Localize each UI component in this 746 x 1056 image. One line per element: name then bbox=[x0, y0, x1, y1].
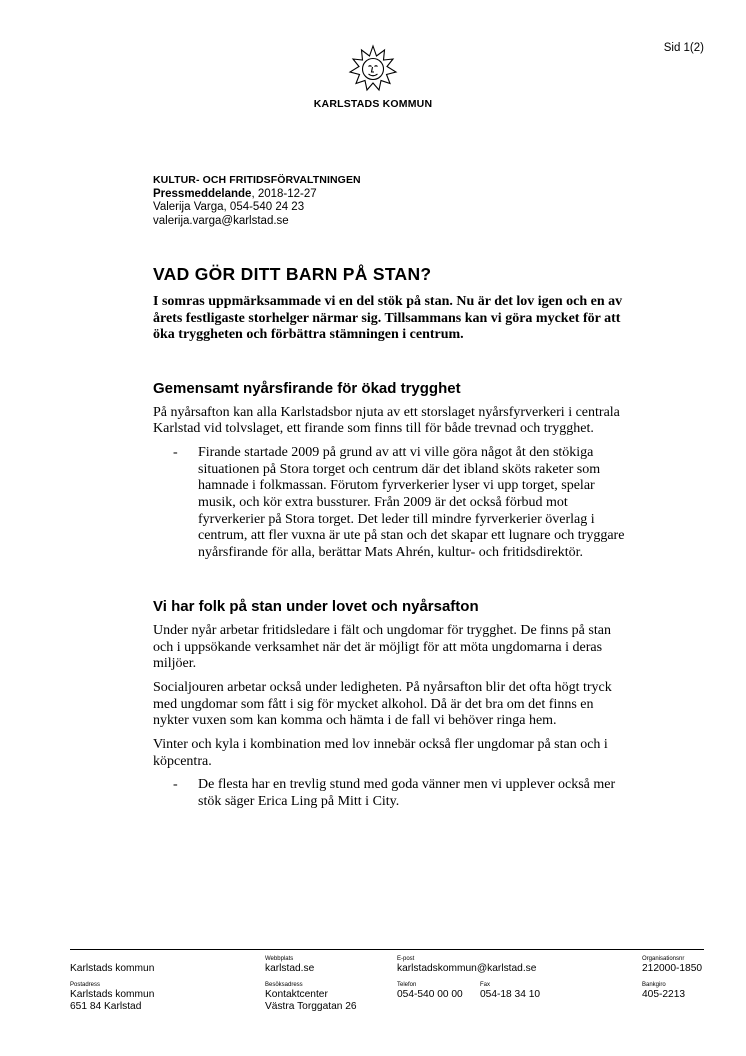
footer-postadress-line1: Karlstads kommun bbox=[70, 989, 155, 1000]
contact-line: Valerija Varga, 054-540 24 23 bbox=[153, 201, 305, 213]
page-number: Sid 1(2) bbox=[663, 42, 704, 54]
footer-webbplats-value: karlstad.se bbox=[265, 963, 315, 974]
page-title: VAD GÖR DITT BARN PÅ STAN? bbox=[153, 264, 432, 284]
footer-orgnr-value: 212000-1850 bbox=[642, 963, 703, 974]
section2-bullet: De flesta har en trevlig stund med goda vänner men vi upplever också mer stök säger Erica Ling på Mitt i City. bbox=[198, 777, 616, 810]
department-name: KULTUR- OCH FRITIDSFÖRVALTNINGEN bbox=[153, 174, 361, 186]
section1-bullet: Firande startade 2009 på grund av att vi ville göra något åt den stökiga situationen på Stora torget och centrum där det ibland sköts raketer som hamnade i folkmassan. Förutom fyrverkerier lyser vi upp torget, spelar musik, och kör extra bussturer. Från 2009 är det också förbud mot fyrverkerier på Stora torget. Det leder till mindre fyrverkerier överlag i centrum, att fler vuxna är ute på stan och det skapar ett lugnare och tryggare nyårsfirande för alla, berättar Mats Ahrén, kultur- och fritidsdirektör. bbox=[198, 444, 625, 561]
section2-paragraph-2: Socialjouren arbetar också under ledigheten. På nyårsafton blir det ofta högt tryck med ungdomar som fått i sig för mycket alkohol. Då är det bra om det finns en nykter vuxen som kan komma och hämta i de fall vi behöver ringa hem. bbox=[153, 679, 612, 729]
lead-paragraph: I somras uppmärksammade vi en del stök på stan. Nu är det lov igen och en av årets festligaste storhelger närmar sig. Tillsammans kan vi göra mycket för att öka tryggheten och förbättra stämningen i centrum. bbox=[153, 294, 623, 342]
footer-divider bbox=[70, 949, 704, 950]
footer-besok bbox=[265, 982, 357, 1012]
doc-type-line bbox=[153, 188, 633, 202]
footer-name bbox=[70, 963, 154, 975]
contact-email: valerija.varga@karlstad.se bbox=[153, 214, 289, 227]
section2-paragraph-1: Under nyår arbetar fritidsledare i fält och ungdomar för trygghet. De finns på stan och i uppsökande verksamhet när det är möjligt för att möta ungdomarna i deras miljöer. bbox=[153, 622, 611, 672]
list-item bbox=[173, 445, 631, 562]
footer-bankgiro-value: 405-2213 bbox=[642, 989, 686, 1000]
footer-epost bbox=[397, 956, 536, 975]
doc-type: Pressmeddelande bbox=[153, 187, 252, 200]
footer-besok-line1: Kontaktcenter bbox=[265, 989, 328, 1000]
footer-postadress-label: Postadress bbox=[70, 982, 101, 988]
footer-webbplats-label: Webbplats bbox=[265, 956, 294, 962]
footer-name-text: Karlstads kommun bbox=[70, 963, 155, 974]
footer-telefon-label: Telefon bbox=[397, 982, 417, 988]
footer-telefon-value: 054-540 00 00 bbox=[397, 989, 463, 1000]
footer-webbplats bbox=[265, 956, 314, 975]
footer-postadress-line2: 651 84 Karlstad bbox=[70, 1000, 142, 1012]
list-item bbox=[173, 777, 631, 810]
section2-heading: Vi har folk på stan under lovet och nyårsafton bbox=[153, 597, 479, 615]
section1-paragraph: På nyårsafton kan alla Karlstadsbor njuta av ett storslaget nyårsfyrverkeri i centrala Karlstad vid tolvslaget, ett firande som finns till för både trevnad och trygghet. bbox=[153, 404, 620, 437]
footer-epost-value: karlstadskommun@karlstad.se bbox=[397, 963, 537, 974]
footer-bankgiro bbox=[642, 982, 685, 1001]
footer-bankgiro-label: Bankgiro bbox=[642, 982, 666, 988]
sun-logo-icon bbox=[348, 44, 398, 94]
bullet-dash: - bbox=[173, 444, 178, 460]
footer-orgnr-label: Organisationsnr bbox=[642, 956, 685, 962]
doc-date: , 2018-12-27 bbox=[251, 187, 317, 200]
main-content bbox=[153, 264, 631, 818]
footer-besok-label: Besöksadress bbox=[265, 982, 303, 988]
footer-fax-value: 054-18 34 10 bbox=[480, 989, 541, 1000]
section1-heading: Gemensamt nyårsfirande för ökad trygghet bbox=[153, 379, 461, 397]
sender-block bbox=[153, 174, 633, 228]
section2-paragraph-3: Vinter och kyla i kombination med lov innebär också fler ungdomar på stan och i köpcentra. bbox=[153, 737, 608, 769]
footer-fax bbox=[480, 982, 540, 1001]
org-name: KARLSTADS KOMMUN bbox=[313, 98, 433, 110]
bullet-dash: - bbox=[173, 777, 178, 793]
footer-besok-line2: Västra Torggatan 26 bbox=[265, 1000, 357, 1012]
footer-epost-label: E-post bbox=[397, 956, 415, 962]
footer-fax-label: Fax bbox=[480, 982, 491, 988]
footer-telefon bbox=[397, 982, 463, 1001]
footer-postadress bbox=[70, 982, 154, 1012]
footer-orgnr bbox=[642, 956, 702, 975]
logo bbox=[0, 44, 746, 110]
